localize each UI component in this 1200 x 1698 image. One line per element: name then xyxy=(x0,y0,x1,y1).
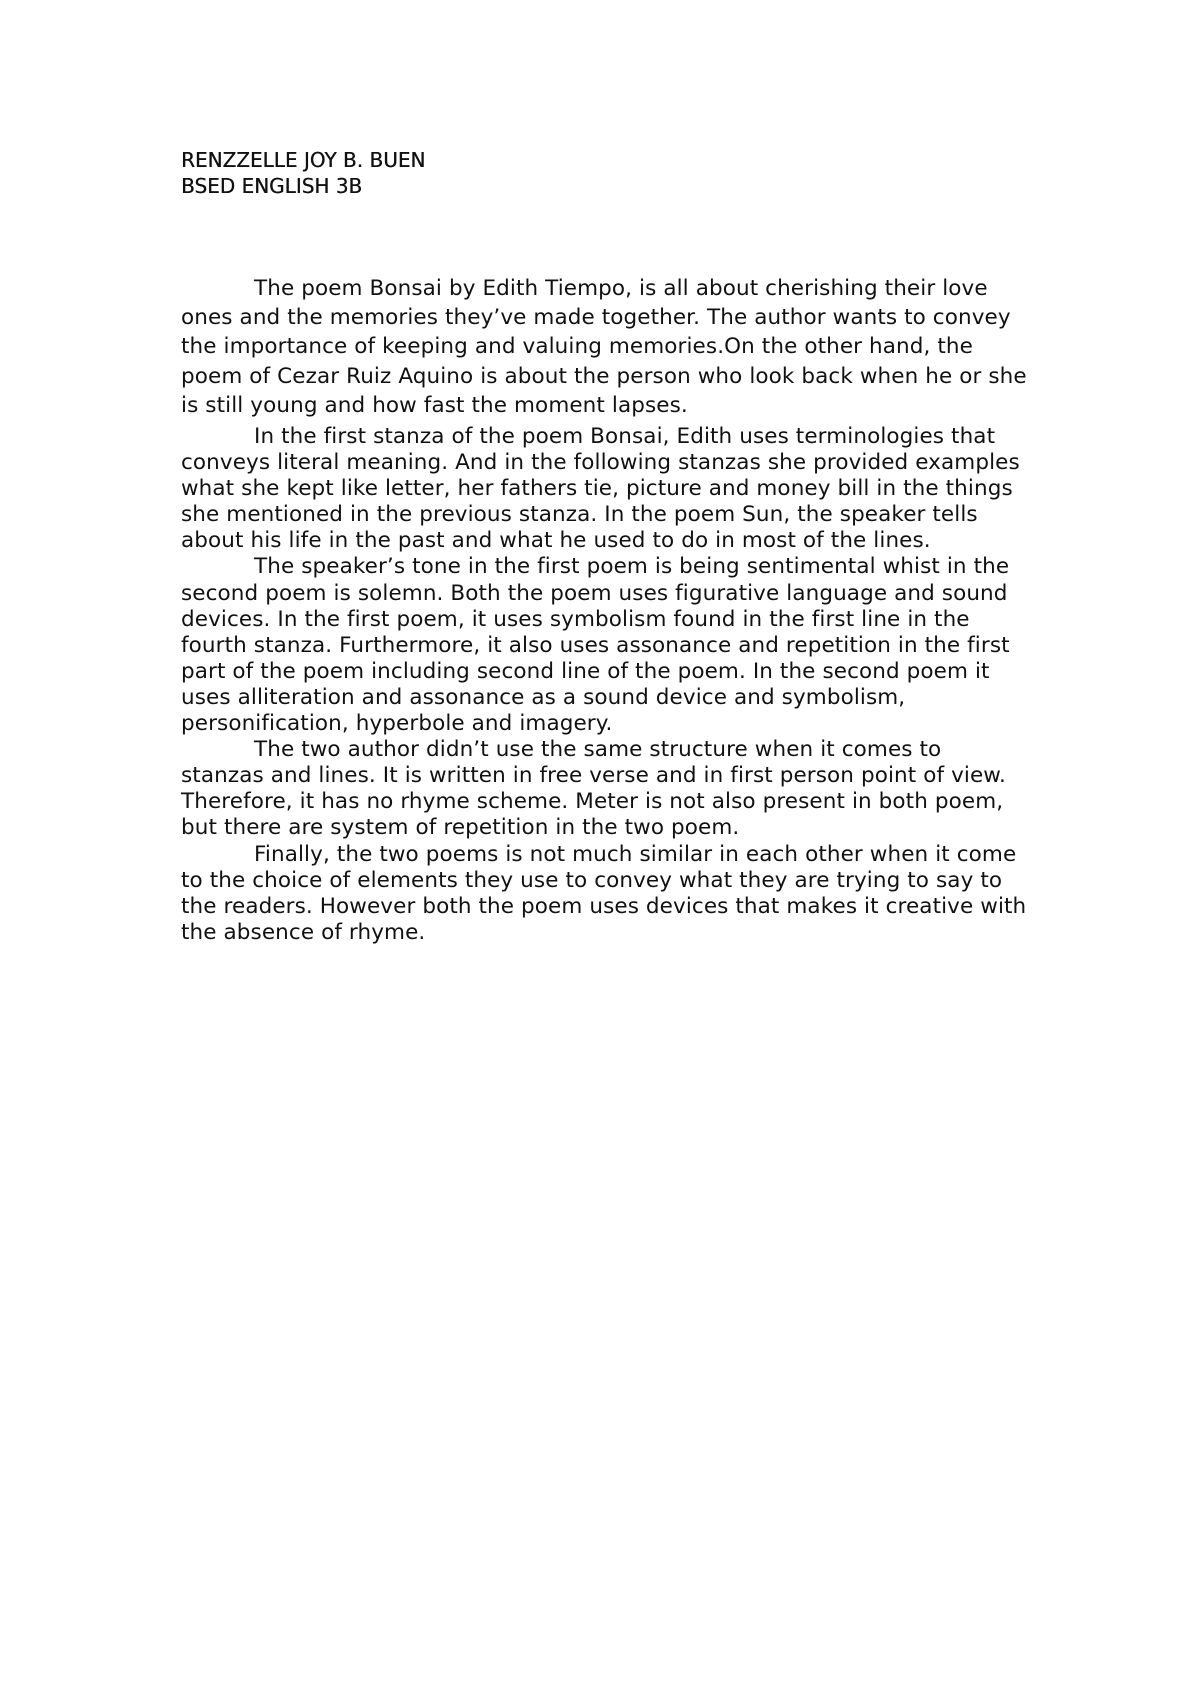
paragraph-4: The two author didn’t use the same structure when it comes to stanzas and lines. It is written in free verse and in first person point of view. Therefore, it has no rhyme scheme. Meter is not also present in both poem, but there are system of repetition in the two poem. xyxy=(181,737,1006,841)
essay-body xyxy=(181,424,1031,946)
essay-intro xyxy=(181,274,1031,420)
document-header xyxy=(181,147,1031,199)
course-section: BSED ENGLISH 3B xyxy=(181,174,363,198)
paragraph-1: The poem Bonsai by Edith Tiempo, is all about cherishing their love ones and the memories they’ve made together. The author wants to convey the importance of keeping and valuing memories.On the other hand, the poem of Cezar Ruiz Aquino is about the person who look back when he or she is still young and how fast the moment lapses. xyxy=(181,276,1027,418)
paragraph-5: Finally, the two poems is not much similar in each other when it come to the choice of elements they use to convey what they are trying to say to the readers. However both the poem uses devices that makes it creative with the absence of rhyme. xyxy=(181,841,1027,945)
author-name: RENZZELLE JOY B. BUEN xyxy=(181,148,426,172)
paragraph-3: The speaker’s tone in the first poem is being sentimental whist in the second poem is solemn. Both the poem uses figurative language and sound devices. In the first poem, it uses symbolism found in the first line in the fourth stanza. Furthermore, it also uses assonance and repetition in the first part of the poem including second line of the poem. In the second poem it uses alliteration and assonance as a sound device and symbolism, personification, hyperbole and imagery. xyxy=(181,554,1010,737)
paragraph-2: In the first stanza of the poem Bonsai, Edith uses terminologies that conveys literal meaning. And in the following stanzas she provided examples what she kept like letter, her fathers tie, picture and money bill in the things she mentioned in the previous stanza. In the poem Sun, the speaker tells about his life in the past and what he used to do in most of the lines. xyxy=(181,424,1020,554)
